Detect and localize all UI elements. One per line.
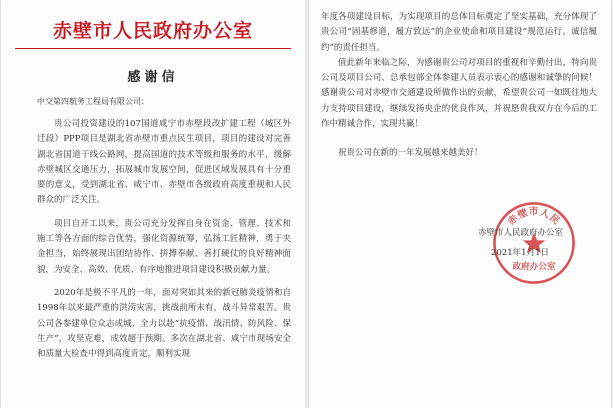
letter-page-1: [1, 0, 305, 408]
signature-organization: 赤壁市人民政府办公室: [477, 228, 563, 238]
body-paragraph: 年度各项建设目标，为实现项目的总体目标奠定了坚实基础，充分体现了贵公司“固基修道，履方致远”的企业使命和项目建设“规范运行、诚信履约”的责任担当。: [321, 12, 597, 53]
org-letterhead: 赤壁市人民政府办公室: [52, 20, 254, 42]
official-seal: [491, 200, 577, 286]
body-paragraph: 项目自开工以来，贵公司充分发挥自身在资金、管理、技术和施工等各方面的综合优势，强化资源统筹，弘扬工匠精神，勇于夹金担当，始终展现出团结协作、拼搏奉献、善打硬仗的良好精神面貌，为安全、高效、优质、有序地推进项目建设积极贡献力量。: [37, 218, 291, 275]
body-page-1: [37, 117, 291, 370]
body-page-2: [321, 10, 597, 162]
svg-text:赤壁市人民: 赤壁市人民: [505, 206, 563, 228]
document-title: 感谢信: [127, 70, 179, 85]
body-paragraph: 值此新年来临之际，为感谢贵公司对项目的重视和辛勤付出，特向贵公司及项目公司、总承包部全体参建人员表示衷心的感谢和诚挚的问候！感谢贵公司对赤壁市交通建设所做作出的贡献，希望贵公司一如既往地大力支持项目建设，继续发扬央企的优良作风，并祝愿贵我双方在今后的工作中精诚合作，实现共赢！: [321, 57, 597, 130]
seal-graphic: [491, 200, 577, 286]
letterhead-divider: [15, 48, 291, 49]
signature-date: 2021年1月1日: [491, 248, 549, 258]
letter-page-2: [309, 0, 611, 408]
addressee: 中交第四航务工程局有限公司：: [37, 97, 149, 106]
svg-text:政府办公室: 政府办公室: [512, 261, 556, 272]
closing-wish: 祝贵公司在新的一年发展越来越美好！: [338, 148, 483, 159]
body-paragraph: 2020年是极不平凡的一年，面对突如其来的新冠肺炎疫情和自1998年以来最严重的洪涝灾害，挑战前所未有，战斗异常艰苦。贵公司各参建单位众志成城、全力以赴“抗疫情、战汛情、防风险、保生产”，攻坚克难，成效超于预期。多次在湖北省、咸宁市现场安全和质量大检查中得到高度肯定，顺利实现: [37, 287, 291, 360]
body-paragraph: 贵公司投资建设的107国道咸宁市赤壁段改扩建工程（城区外迁段）PPP项目是湖北省赤壁市重点民生项目，项目的建设对完善湖北省国道干线公路网，提高国道的技术等级和服务的水平，缓解赤壁城区交通压力，拓展城市发展空间，促进区域发展具有十分重要的意义，受到湖北省、咸宁市、赤壁市各级政府高度重视和人民群众的广泛关注。: [37, 119, 291, 206]
